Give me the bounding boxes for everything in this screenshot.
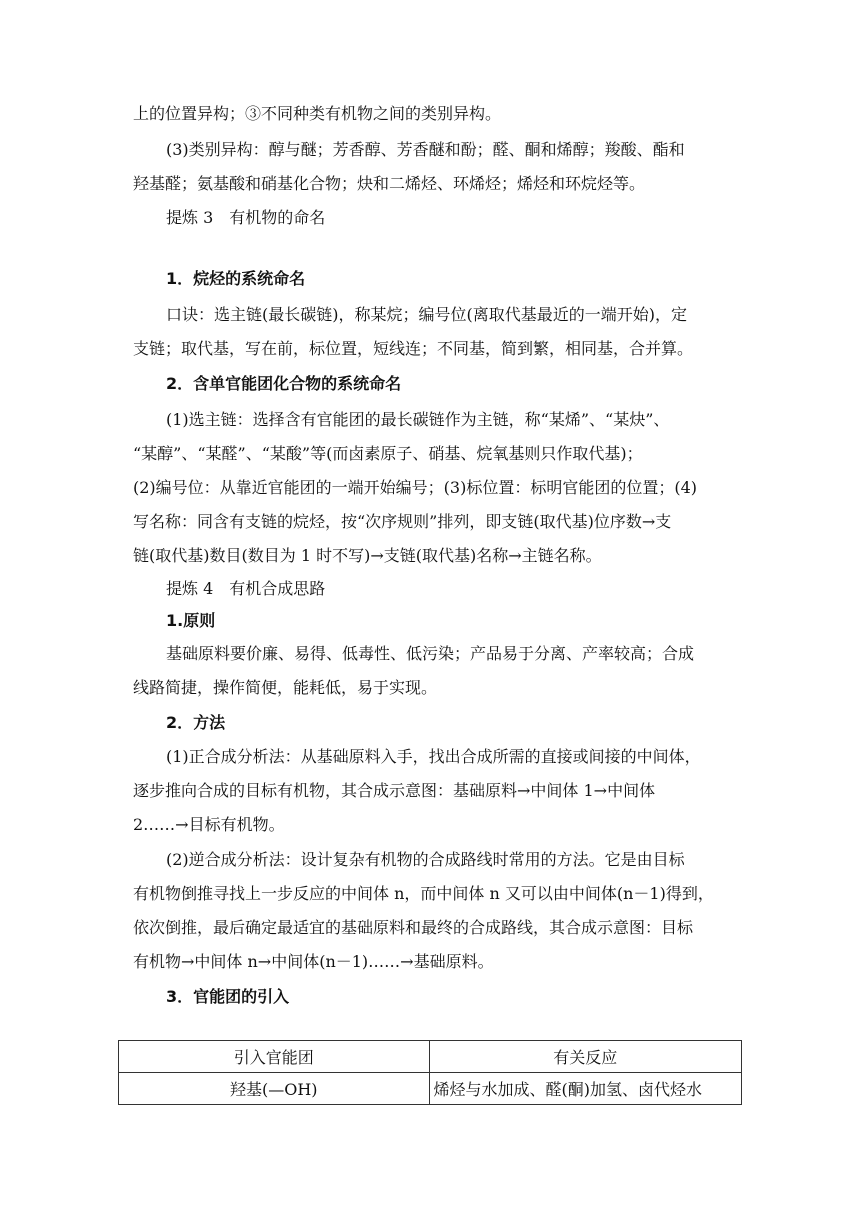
subsection-heading: 1.原则 xyxy=(166,611,216,630)
text-line: 基础原料要价廉、易得、低毒性、低污染；产品易于分离、产率较高；合成 xyxy=(166,644,695,663)
text-line: 链(取代基)数目(数目为 1 时不写)→支链(取代基)名称→主链名称。 xyxy=(133,546,602,565)
text-line: 有机物→中间体 n→中间体(n－1)……→基础原料。 xyxy=(133,952,494,971)
subsection-heading: 1．烷烃的系统命名 xyxy=(166,269,306,288)
functional-group-table xyxy=(118,1040,742,1105)
text-line: 依次倒推，最后确定最适宜的基础原料和最终的合成路线，其合成示意图：目标 xyxy=(133,918,694,937)
table-row xyxy=(119,1073,742,1105)
table-header-cell: 引入官能团 xyxy=(119,1041,430,1073)
text-line: 线路简捷，操作简便，能耗低，易于实现。 xyxy=(133,678,438,697)
table-header-row xyxy=(119,1041,742,1073)
text-line: 支链；取代基，写在前，标位置，短线连；不同基，简到繁，相同基，合并算。 xyxy=(133,339,694,358)
text-line: “某醇”、“某醛”、“某酸”等(而卤素原子、硝基、烷氧基则只作取代基)； xyxy=(133,444,643,463)
section-heading: 提炼 3 有机物的命名 xyxy=(166,208,326,227)
text-line: 写名称：同含有支链的烷烃，按“次序规则”排列，即支链(取代基)位序数→支 xyxy=(133,512,672,531)
subsection-heading: 3．官能团的引入 xyxy=(166,987,290,1006)
text-line: 有机物倒推寻找上一步反应的中间体 n，而中间体 n 又可以由中间体(n－1)得到， xyxy=(133,884,714,903)
text-line: (3)类别异构：醇与醚；芳香醇、芳香醚和酚；醛、酮和烯醇；羧酸、酯和 xyxy=(166,140,685,159)
text-line: 口诀：选主链(最长碳链)，称某烷；编号位(离取代基最近的一端开始)，定 xyxy=(166,305,687,324)
text-line: (2)逆合成分析法：设计复杂有机物的合成路线时常用的方法。它是由目标 xyxy=(166,850,685,869)
text-line: (1)正合成分析法：从基础原料入手，找出合成所需的直接或间接的中间体， xyxy=(166,747,701,766)
text-line: (2)编号位：从靠近官能团的一端开始编号；(3)标位置：标明官能团的位置；(4) xyxy=(133,478,697,497)
text-line: 羟基醛；氨基酸和硝基化合物；炔和二烯烃、环烯烃；烯烃和环烷烃等。 xyxy=(133,174,646,193)
table-cell: 羟基(—OH) xyxy=(119,1073,430,1105)
table-header-cell: 有关反应 xyxy=(429,1041,742,1073)
text-line: 逐步推向合成的目标有机物，其合成示意图：基础原料→中间体 1→中间体 xyxy=(133,781,656,800)
text-line: (1)选主链：选择含有官能团的最长碳链作为主链，称“某烯”、“某炔”、 xyxy=(166,410,670,429)
table-cell: 烯烃与水加成、醛(酮)加氢、卤代烃水 xyxy=(429,1073,742,1105)
section-heading: 提炼 4 有机合成思路 xyxy=(166,579,326,598)
text-line: 2……→目标有机物。 xyxy=(133,815,285,834)
text-line: 上的位置异构；③不同种类有机物之间的类别异构。 xyxy=(133,104,502,123)
subsection-heading: 2．方法 xyxy=(166,713,226,732)
subsection-heading: 2．含单官能团化合物的系统命名 xyxy=(166,374,402,393)
